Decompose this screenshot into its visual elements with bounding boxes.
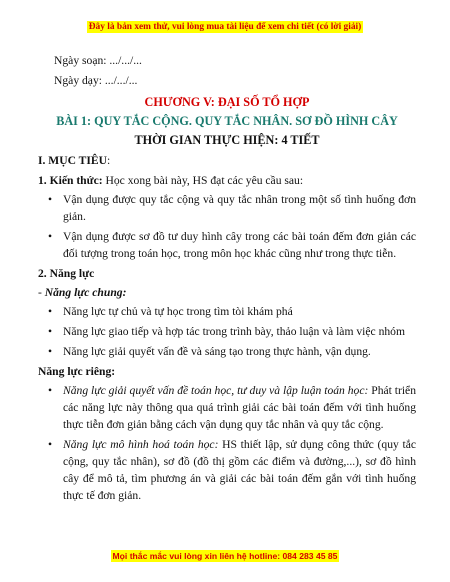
preview-banner-text: Đây là bản xem thử, vui lòng mua tài liệu để xem chi tiết (có lời giải) [88,22,362,32]
knowledge-list [38,191,416,262]
list-item [38,436,416,504]
list-item: • Vận dụng được sơ đồ tư duy hình cây trong các bài toán đếm đơn giản các đối tượng trong toán học, trong môn học khác cũng như trong thực tiễn. [38,228,416,262]
chapter-title: CHƯƠNG V: ĐẠI SỐ TỔ HỢP [144,95,310,109]
specific-competency-label: Năng lực riêng: [38,365,116,378]
section-objectives-heading [38,152,416,169]
list-item [38,382,416,433]
competency-desc: HS thiết lập, sử dụng công thức (quy tắc cộng, quy tắc nhân), sơ đồ (đồ thị gồm các điểm và đường,...), sơ đồ hình cây để mô tả, tìm phương án và giải các bài toán đếm gắn với tình huống thực tế đơn giản. [63,438,416,502]
general-competency-prefix: - [38,286,45,299]
document-page [38,52,416,507]
lesson-title: BÀI 1: QUY TẮC CỘNG. QUY TẮC NHÂN. SƠ ĐỒ HÌNH CÂY [56,114,398,128]
general-competency-list [38,303,416,360]
specific-competency-list [38,382,416,504]
hotline-text: Mọi thắc mắc vui lòng xin liên hệ hotline: 084 283 45 85 [112,551,338,561]
hotline-footer [0,546,450,564]
date-prepared: Ngày soạn: .../.../... [54,54,142,67]
lesson-duration: THỜI GIAN THỰC HIỆN: 4 TIẾT [134,133,320,147]
competency-name: Năng lực mô hình hoá toán học: [63,438,219,451]
knowledge-line [38,172,416,189]
list-item: • Vận dụng được quy tắc cộng và quy tắc nhân trong một số tình huống đơn giản. [38,191,416,225]
list-item: • Năng lực tự chủ và tự học trong tìm tòi khám phá [38,303,416,320]
knowledge-text: Học xong bài này, HS đạt các yêu cầu sau: [102,174,304,187]
list-item: • Năng lực giải quyết vấn đề và sáng tạo trong thực hành, vận dụng. [38,343,416,360]
general-competency-line [38,284,416,301]
objectives-heading-colon: : [107,154,111,167]
list-item: • Năng lực giao tiếp và hợp tác trong trình bày, thảo luận và làm việc nhóm [38,323,416,340]
competency-heading: 2. Năng lực [38,267,95,280]
competency-desc: Phát triển các năng lực này thông qua quá trình giải các bài toán đếm với tình huống thực tiễn đơn giản bằng cách vận dụng quy tắc nhân và quy tắc cộng. [63,384,416,431]
general-competency-label: Năng lực chung: [44,286,127,299]
date-taught: Ngày dạy: .../.../... [54,74,138,87]
objectives-heading-text: I. MỤC TIÊU [38,154,108,167]
competency-name: Năng lực giải quyết vấn đề toán học, tư duy và lập luận toán học: [63,384,369,397]
preview-banner [0,16,450,34]
knowledge-label: 1. Kiến thức: [38,174,103,187]
